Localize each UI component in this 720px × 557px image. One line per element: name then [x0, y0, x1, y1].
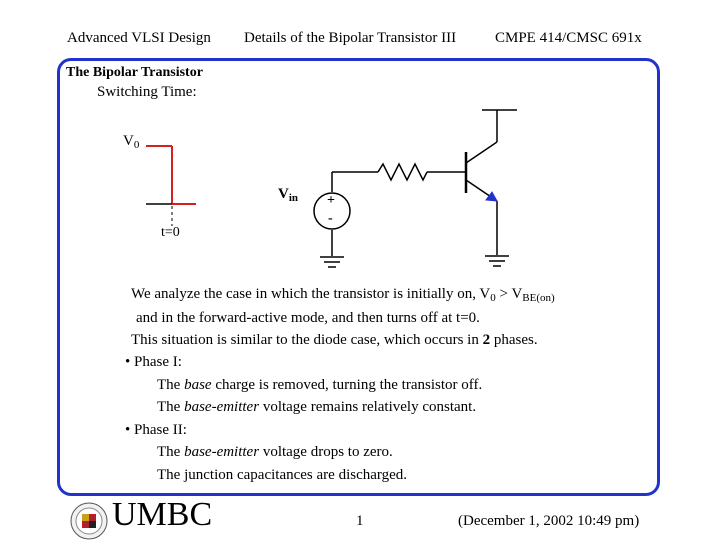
- emitter-arrow: [486, 192, 497, 201]
- header-code: CMPE 414/CMSC 691x: [495, 30, 642, 46]
- footer-date: (December 1, 2002 10:49 pm): [458, 513, 640, 529]
- input-wire: [332, 164, 466, 256]
- slide-subtitle: Switching Time:: [97, 84, 197, 100]
- vin-label: $V_{in}$: [278, 186, 299, 204]
- phase-1-item-a: The base charge is removed, turning the transistor off.: [157, 377, 483, 393]
- ground-right: [485, 256, 509, 266]
- header-course: Advanced VLSI Design: [67, 30, 211, 46]
- phase-1-item-b: The base-emitter voltage remains relatively constant.: [157, 399, 477, 415]
- waveform-v0-label: $V_0$: [123, 133, 140, 151]
- waveform-time-label: t=0: [161, 225, 180, 240]
- body-line-1: We analyze the case in which the transistor is initially on, $V_0 > V_{BE(on)}$: [131, 286, 555, 304]
- header-topic: Details of the Bipolar Transistor III: [244, 30, 457, 46]
- source-minus: -: [328, 211, 333, 226]
- umbc-seal-icon: [70, 502, 108, 540]
- body-line-3: This situation is similar to the diode case, which occurs in 2 phases.: [131, 332, 538, 348]
- phase-2-heading: • Phase II:: [125, 422, 187, 438]
- phase-2-item-a: The base-emitter voltage drops to zero.: [157, 444, 393, 460]
- step-waveform: [146, 146, 196, 226]
- bjt-transistor: [466, 110, 517, 255]
- phase-2-item-b: The junction capacitances are discharged.: [157, 467, 408, 483]
- slide-title: The Bipolar Transistor: [66, 65, 203, 80]
- phase-1-heading: • Phase I:: [125, 354, 182, 370]
- ground-left: [320, 257, 344, 267]
- source-plus: +: [327, 193, 335, 208]
- body-line-2: and in the forward-active mode, and then turns off at t=0.: [136, 310, 480, 326]
- resistor-symbol: [378, 164, 427, 180]
- page-number: 1: [356, 513, 364, 529]
- umbc-logo-text: UMBC: [112, 496, 213, 533]
